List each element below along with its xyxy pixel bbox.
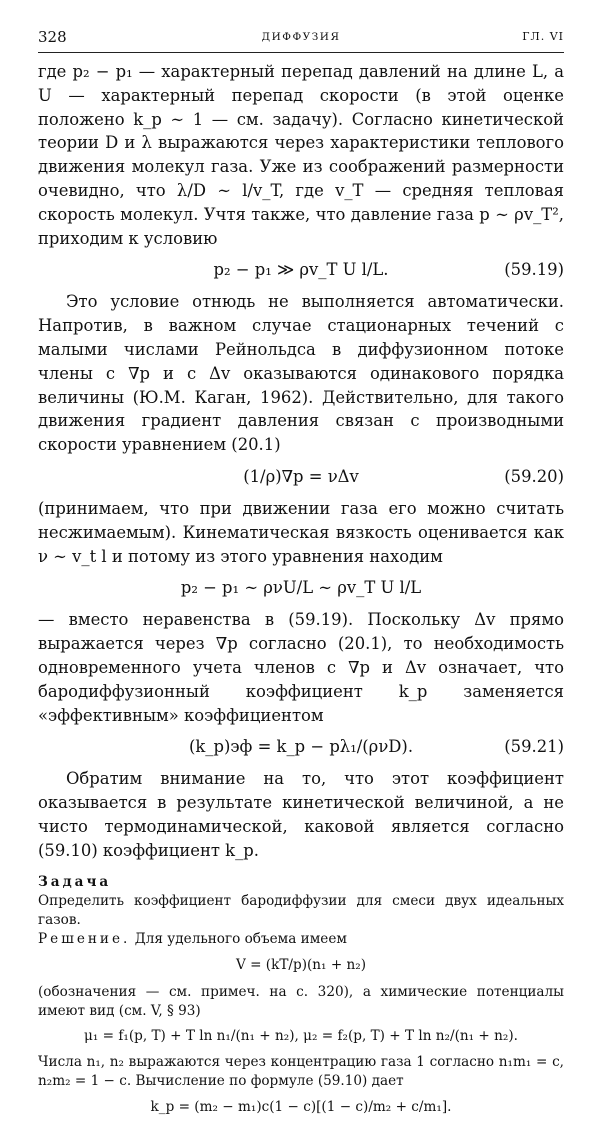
paragraph-2: Это условие отнюдь не выполняется автоматически. Напротив, в важном случае стационарных течений с малыми числами Рейнольдса в диффузионном потоке члены с ∇p и с Δv оказываются одинакового порядка величины (Ю.М. Каган, 1962). Действительно, для такого движения градиент давления связан с производными скорости уравнением (20.1) — [38, 292, 564, 455]
equation-59-19-formula: p₂ − p₁ ≫ ρv_T U l/L. — [213, 260, 389, 280]
page-header — [38, 28, 564, 50]
problem-heading: Задача — [38, 873, 112, 890]
paragraph-1: где p₂ − p₁ — характерный перепад давлений на длине L, а U — характерный перепад скорости (в этой оценке положено k_p ∼ 1 — см. задачу). Согласно кинетической теории D и λ выражаются через характеристики теплового движения молекул газа. Уже из соображений размерности очевидно, что λ/D ∼ l/v_T, где v_T — средняя тепловая скорость молекул. Учтя также, что давление газа p ∼ ρv_T², приходим к условию — [38, 62, 564, 248]
running-title: ДИФФУЗИЯ — [261, 31, 341, 43]
equation-59-20-number: (59.20) — [504, 467, 564, 487]
equation-59-21-formula: (k_p)эф = k_p − pλ₁/(ρνD). — [188, 737, 414, 757]
equation-59-19 — [38, 250, 564, 290]
equation-kp-formula: k_p = (m₂ − m₁)c(1 − c)[(1 − c)/m₂ + c/m₁]. — [150, 1099, 452, 1116]
chapter-label: ГЛ. VI — [522, 30, 564, 43]
problem-text-2: (обозначения — см. примеч. на с. 320), а химические потенциалы имеют вид (см. V, § 93) — [38, 983, 564, 1019]
solution-intro: Для удельного объема имеем — [134, 930, 347, 947]
problem-statement: Определить коэффициент бародиффузии для смеси двух идеальных газов. — [38, 892, 564, 928]
equation-volume — [38, 949, 564, 983]
equation-59-21 — [38, 727, 564, 767]
solution-label: Решение. — [38, 930, 131, 947]
equation-volume-formula: V = (kT/p)(n₁ + n₂) — [235, 957, 367, 974]
page-body — [38, 60, 564, 1125]
equation-unnumbered — [38, 568, 564, 608]
equation-unnumbered-formula: p₂ − p₁ ∼ ρνU/L ∼ ρv_T U l/L — [180, 578, 422, 598]
equation-chemical-potentials — [38, 1021, 564, 1053]
page-number: 328 — [38, 28, 67, 46]
solution-intro-line — [38, 930, 564, 949]
equation-59-19-number: (59.19) — [504, 260, 564, 280]
equation-kp — [38, 1091, 564, 1125]
equation-59-21-number: (59.21) — [504, 737, 564, 757]
problem-text-3: Числа n₁, n₂ выражаются через концентрацию газа 1 согласно n₁m₁ = c, n₂m₂ = 1 − c. Вычисление по формуле (59.10) дает — [38, 1053, 564, 1089]
paragraph-5: Обратим внимание на то, что этот коэффициент оказывается в результате кинетической величиной, а не чисто термодинамической, каковой является согласно (59.10) коэффициент k_p. — [38, 769, 564, 860]
paragraph-3: (принимаем, что при движении газа его можно считать несжимаемым). Кинематическая вязкость оценивается как ν ∼ v_t l и потому из этого уравнения находим — [38, 498, 564, 566]
equation-mu-formula: μ₁ = f₁(p, T) + T ln n₁/(n₁ + n₂), μ₂ = f₂(p, T) + T ln n₂/(n₁ + n₂). — [84, 1028, 518, 1045]
paragraph-4: — вместо неравенства в (59.19). Поскольку Δv прямо выражается через ∇p согласно (20.1), то необходимость одновременного учета членов с ∇p и Δv означает, что бародиффузионный коэффициент k_p заменяется «эффективным» коэффициентом — [38, 610, 564, 725]
equation-59-20 — [38, 457, 564, 497]
equation-59-20-formula: (1/ρ)∇p = νΔv — [243, 467, 359, 487]
header-rule — [38, 52, 564, 53]
